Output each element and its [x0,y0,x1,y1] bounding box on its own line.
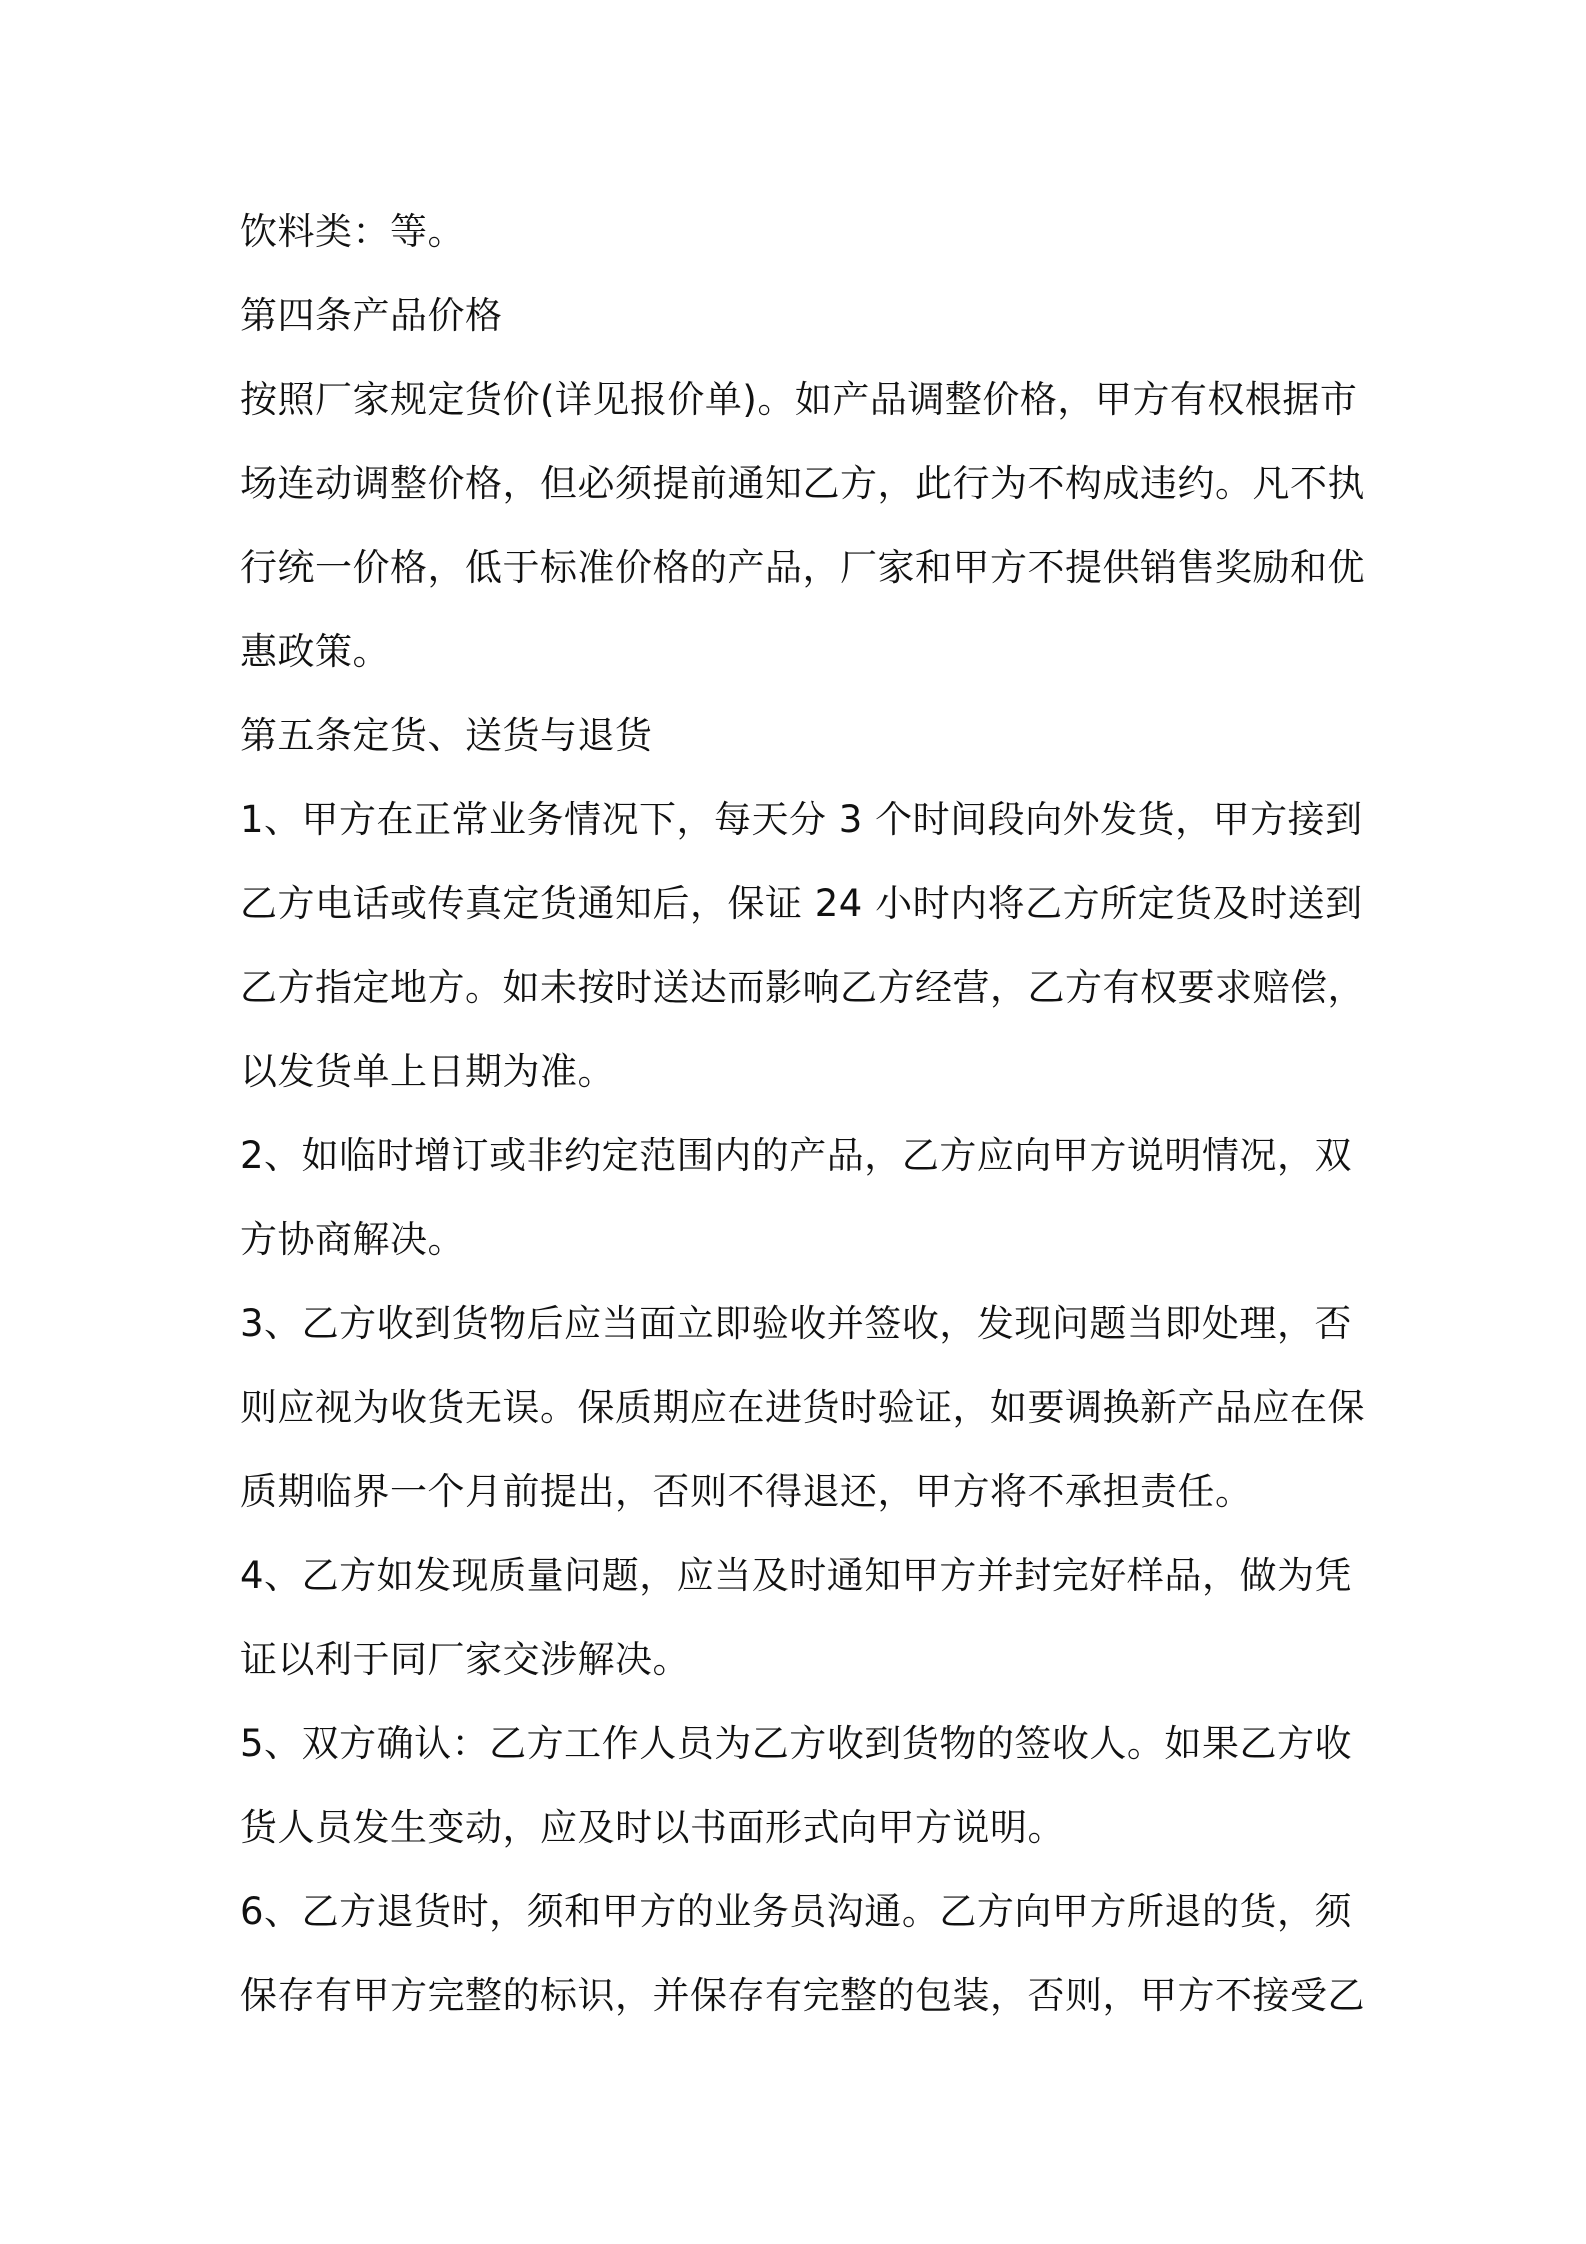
text-line: 则应视为收货无误。保质期应在进货时验证，如要调换新产品应在保 [240,1386,1365,1429]
text-line: 场连动调整价格，但必须提前通知乙方，此行为不构成违约。凡不执 [240,462,1365,505]
document-body [240,190,1365,2038]
text-line: 证以利于同厂家交涉解决。 [240,1638,690,1681]
section-heading: 第四条产品价格 [240,294,503,337]
text-line: 3、乙方收到货物后应当面立即验收并签收，发现问题当即处理，否 [240,1302,1352,1345]
text-line: 乙方指定地方。如未按时送达而影响乙方经营，乙方有权要求赔偿， [240,966,1365,1009]
text-line: 乙方电话或传真定货通知后，保证 24 小时内将乙方所定货及时送到 [240,882,1363,925]
text-line: 6、乙方退货时，须和甲方的业务员沟通。乙方向甲方所退的货，须 [240,1890,1352,1933]
text-line: 饮料类：等。 [240,210,465,253]
text-line: 1、甲方在正常业务情况下，每天分 3 个时间段向外发货，甲方接到 [240,798,1363,841]
section-heading: 第五条定货、送货与退货 [240,714,653,757]
text-line: 保存有甲方完整的标识，并保存有完整的包装，否则，甲方不接受乙 [240,1974,1365,2017]
text-line: 货人员发生变动，应及时以书面形式向甲方说明。 [240,1806,1065,1849]
text-line: 4、乙方如发现质量问题，应当及时通知甲方并封完好样品，做为凭 [240,1554,1352,1597]
text-line: 质期临界一个月前提出，否则不得退还，甲方将不承担责任。 [240,1470,1253,1513]
text-line: 惠政策。 [240,630,390,673]
text-line: 方协商解决。 [240,1218,465,1261]
text-line: 按照厂家规定货价(详见报价单)。如产品调整价格，甲方有权根据市 [240,378,1358,421]
text-line: 以发货单上日期为准。 [240,1050,615,1093]
text-line: 行统一价格，低于标准价格的产品，厂家和甲方不提供销售奖励和优 [240,546,1365,589]
text-line: 2、如临时增订或非约定范围内的产品，乙方应向甲方说明情况，双 [240,1134,1352,1177]
text-line: 5、双方确认：乙方工作人员为乙方收到货物的签收人。如果乙方收 [240,1722,1352,1765]
